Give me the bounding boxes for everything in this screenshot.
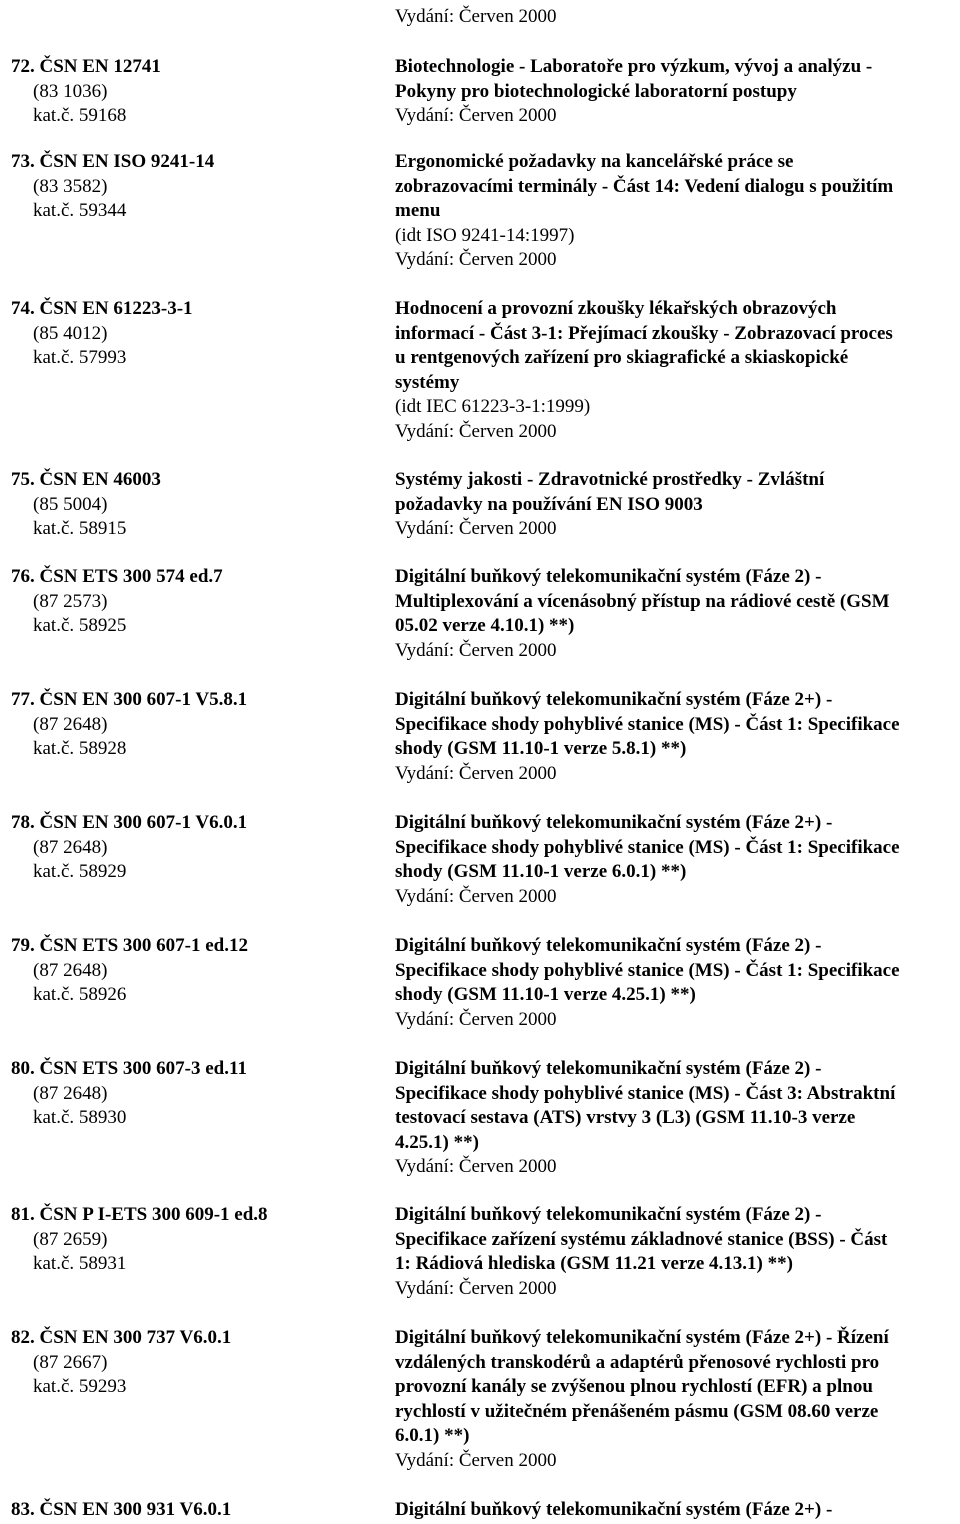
classification-code-text: (87 2648) [33, 1082, 108, 1104]
catalog-number-text: kat.č. 59168 [33, 105, 127, 126]
catalog-number-text: kat.č. 59293 [33, 1376, 127, 1397]
standard-title-line: Digitální buňkový telekomunikační systém (Fáze 2+) - [395, 812, 833, 833]
issue-date: Vydání: Červen 2000 [395, 105, 557, 126]
issue-date: Vydání: Červen 2000 [395, 1449, 557, 1471]
classification-code-text: (87 2573) [33, 590, 108, 612]
standard-designation [11, 934, 248, 958]
classification-code-text: (83 1036) [33, 80, 108, 102]
classification-code-text: (87 2648) [33, 959, 108, 981]
catalog-number [11, 517, 126, 541]
classification-code [11, 322, 107, 346]
standard-code: ČSN EN 46003 [39, 469, 161, 490]
standard-title-line: 4.25.1) **) [395, 1131, 479, 1153]
standard-designation [11, 55, 161, 79]
identical-standard: (idt IEC 61223-3-1:1999) [395, 396, 591, 417]
standard-title-line: u rentgenových zařízení pro skiagrafické a skiaskopické [395, 347, 849, 368]
standard-code: ČSN EN 300 607-1 V6.0.1 [39, 812, 248, 833]
issue-date: Vydání: Červen 2000 [395, 420, 557, 442]
catalog-number-text: kat.č. 58929 [33, 861, 127, 882]
entry-number: 80. [11, 1058, 35, 1079]
catalog-number-text: kat.č. 58926 [33, 984, 127, 1005]
standard-title-line: Ergonomické požadavky na kancelářské práce se [395, 151, 794, 172]
standard-title-line: Digitální buňkový telekomunikační systém (Fáze 2+) - [395, 1499, 833, 1520]
standard-title-line: Specifikace shody pohyblivé stanice (MS) - Část 1: Specifikace [395, 836, 900, 858]
standard-code: ČSN EN ISO 9241-14 [39, 151, 215, 172]
entry-number: 73. [11, 151, 35, 172]
classification-code [11, 590, 107, 614]
standard-code: ČSN EN 61223-3-1 [39, 298, 193, 319]
catalog-number [11, 983, 126, 1007]
catalog-number-text: kat.č. 57993 [33, 347, 127, 368]
entry-number: 74. [11, 298, 35, 319]
standard-title-line: 1: Rádiová hlediska (GSM 11.21 verze 4.13.1) **) [395, 1253, 793, 1274]
issue-date: Vydání: Červen 2000 [395, 1277, 557, 1299]
standard-code: ČSN ETS 300 607-3 ed.11 [39, 1058, 247, 1079]
entry-number: 77. [11, 689, 35, 710]
catalog-number [11, 860, 126, 884]
standard-code: ČSN EN 12741 [39, 56, 161, 77]
standard-title-line: 05.02 verze 4.10.1) **) [395, 615, 575, 636]
standard-title-line: Hodnocení a provozní zkoušky lékařských obrazových [395, 298, 837, 319]
standard-title-line: vzdálených transkodérů a adaptérů přenosové rychlosti pro [395, 1351, 880, 1373]
standard-title-line: Pokyny pro biotechnologické laboratorní postupy [395, 80, 797, 102]
standard-designation [11, 1498, 231, 1522]
issue-date: Vydání: Červen 2000 [395, 249, 557, 270]
classification-code [11, 80, 107, 104]
entry-number: 82. [11, 1327, 35, 1348]
classification-code-text: (87 2648) [33, 836, 108, 858]
standard-title-line: systémy [395, 371, 460, 393]
classification-code-text: (85 5004) [33, 493, 108, 515]
standard-title-line: Specifikace shody pohyblivé stanice (MS) - Část 1: Specifikace [395, 959, 900, 981]
standard-title-line: Specifikace shody pohyblivé stanice (MS) - Část 1: Specifikace [395, 713, 900, 735]
catalog-number-text: kat.č. 58925 [33, 615, 127, 636]
classification-code-text: (83 3582) [33, 175, 108, 197]
standard-code: ČSN ETS 300 574 ed.7 [39, 566, 223, 587]
standard-title-line: Systémy jakosti - Zdravotnické prostředky - Zvláštní [395, 469, 825, 490]
standard-designation [11, 1326, 231, 1350]
standard-code: ČSN P I-ETS 300 609-1 ed.8 [39, 1204, 268, 1225]
standard-title-line: Digitální buňkový telekomunikační systém (Fáze 2) - [395, 1204, 822, 1225]
entry-number: 83. [11, 1499, 35, 1520]
standard-code: ČSN EN 300 607-1 V5.8.1 [39, 689, 248, 710]
standard-designation [11, 811, 247, 835]
issue-date: Vydání: Červen 2000 [395, 885, 557, 907]
standard-title-line: Biotechnologie - Laboratoře pro výzkum, vývoj a analýzu - [395, 56, 873, 77]
catalog-number-text: kat.č. 58928 [33, 738, 127, 759]
standard-title-line: testovací sestava (ATS) vrstvy 3 (L3) (GSM 11.10-3 verze [395, 1107, 856, 1128]
classification-code [11, 713, 107, 737]
entry-number: 78. [11, 812, 35, 833]
issue-date: Vydání: Červen 2000 [395, 762, 557, 784]
standard-title-line: 6.0.1) **) [395, 1425, 470, 1446]
classification-code [11, 836, 107, 860]
catalog-number-text: kat.č. 58915 [33, 518, 127, 539]
classification-code [11, 1228, 107, 1252]
issue-date: Vydání: Červen 2000 [395, 639, 557, 661]
issue-date: Vydání: Červen 2000 [395, 1008, 557, 1030]
catalog-number [11, 614, 126, 638]
classification-code-text: (85 4012) [33, 322, 108, 344]
standard-designation [11, 468, 161, 492]
standard-title-line: shody (GSM 11.10-1 verze 4.25.1) **) [395, 984, 696, 1005]
standard-code: ČSN EN 300 931 V6.0.1 [39, 1499, 232, 1520]
classification-code [11, 959, 107, 983]
catalog-number [11, 199, 126, 223]
page-header-issue: Vydání: Červen 2000 [395, 6, 557, 27]
catalog-number [11, 104, 126, 128]
catalog-number-text: kat.č. 58930 [33, 1107, 127, 1128]
standard-title-line: Digitální buňkový telekomunikační systém (Fáze 2) - [395, 566, 822, 587]
identical-standard: (idt ISO 9241-14:1997) [395, 224, 575, 246]
standard-title-line: Digitální buňkový telekomunikační systém (Fáze 2) - [395, 1058, 822, 1079]
catalog-number [11, 1252, 126, 1276]
entry-number: 79. [11, 935, 35, 956]
classification-code [11, 1082, 107, 1106]
entry-number: 72. [11, 56, 35, 77]
standard-code: ČSN EN 300 737 V6.0.1 [39, 1327, 232, 1348]
standard-title-line: menu [395, 200, 441, 221]
issue-date: Vydání: Červen 2000 [395, 1156, 557, 1177]
standard-designation [11, 688, 247, 712]
standard-designation [11, 150, 214, 174]
standard-title-line: zobrazovacími terminály - Část 14: Vedení dialogu s použitím [395, 175, 894, 197]
standard-title-line: Digitální buňkový telekomunikační systém (Fáze 2+) - [395, 689, 833, 710]
entry-number: 76. [11, 566, 35, 587]
catalog-number-text: kat.č. 59344 [33, 200, 127, 221]
catalog-number [11, 1375, 126, 1399]
standard-title-line: Specifikace shody pohyblivé stanice (MS) - Část 3: Abstraktní [395, 1082, 896, 1104]
classification-code [11, 493, 107, 517]
catalog-number [11, 1106, 126, 1130]
catalog-number [11, 346, 126, 370]
issue-date: Vydání: Červen 2000 [395, 518, 557, 539]
standard-designation [11, 565, 223, 589]
standard-title-line: Digitální buňkový telekomunikační systém (Fáze 2) - [395, 935, 822, 956]
entry-number: 75. [11, 469, 35, 490]
catalog-number [11, 737, 126, 761]
standard-title-line: rychlostí v užitečném přenášeném pásmu (GSM 08.60 verze [395, 1400, 879, 1422]
standard-title-line: Digitální buňkový telekomunikační systém (Fáze 2+) - Řízení [395, 1327, 889, 1348]
standard-title-line: informací - Část 3-1: Přejímací zkoušky - Zobrazovací proces [395, 322, 893, 344]
standard-designation [11, 297, 193, 321]
standard-title-line: shody (GSM 11.10-1 verze 6.0.1) **) [395, 861, 687, 882]
standard-title-line: shody (GSM 11.10-1 verze 5.8.1) **) [395, 738, 687, 759]
classification-code-text: (87 2648) [33, 713, 108, 735]
standard-title-line: požadavky na používání EN ISO 9003 [395, 493, 703, 515]
classification-code-text: (87 2667) [33, 1351, 108, 1373]
standard-title-line: provozní kanály se zvýšenou plnou rychlostí (EFR) a plnou [395, 1376, 873, 1397]
entry-number: 81. [11, 1204, 35, 1225]
classification-code [11, 175, 107, 199]
classification-code [11, 1351, 107, 1375]
standard-code: ČSN ETS 300 607-1 ed.12 [39, 935, 248, 956]
standard-designation [11, 1203, 268, 1227]
classification-code-text: (87 2659) [33, 1228, 108, 1250]
standard-title-line: Multiplexování a vícenásobný přístup na rádiové cestě (GSM [395, 590, 890, 612]
standard-title-line: Specifikace zařízení systému základnové stanice (BSS) - Část [395, 1228, 888, 1250]
catalog-number-text: kat.č. 58931 [33, 1253, 127, 1274]
standard-designation [11, 1057, 247, 1081]
